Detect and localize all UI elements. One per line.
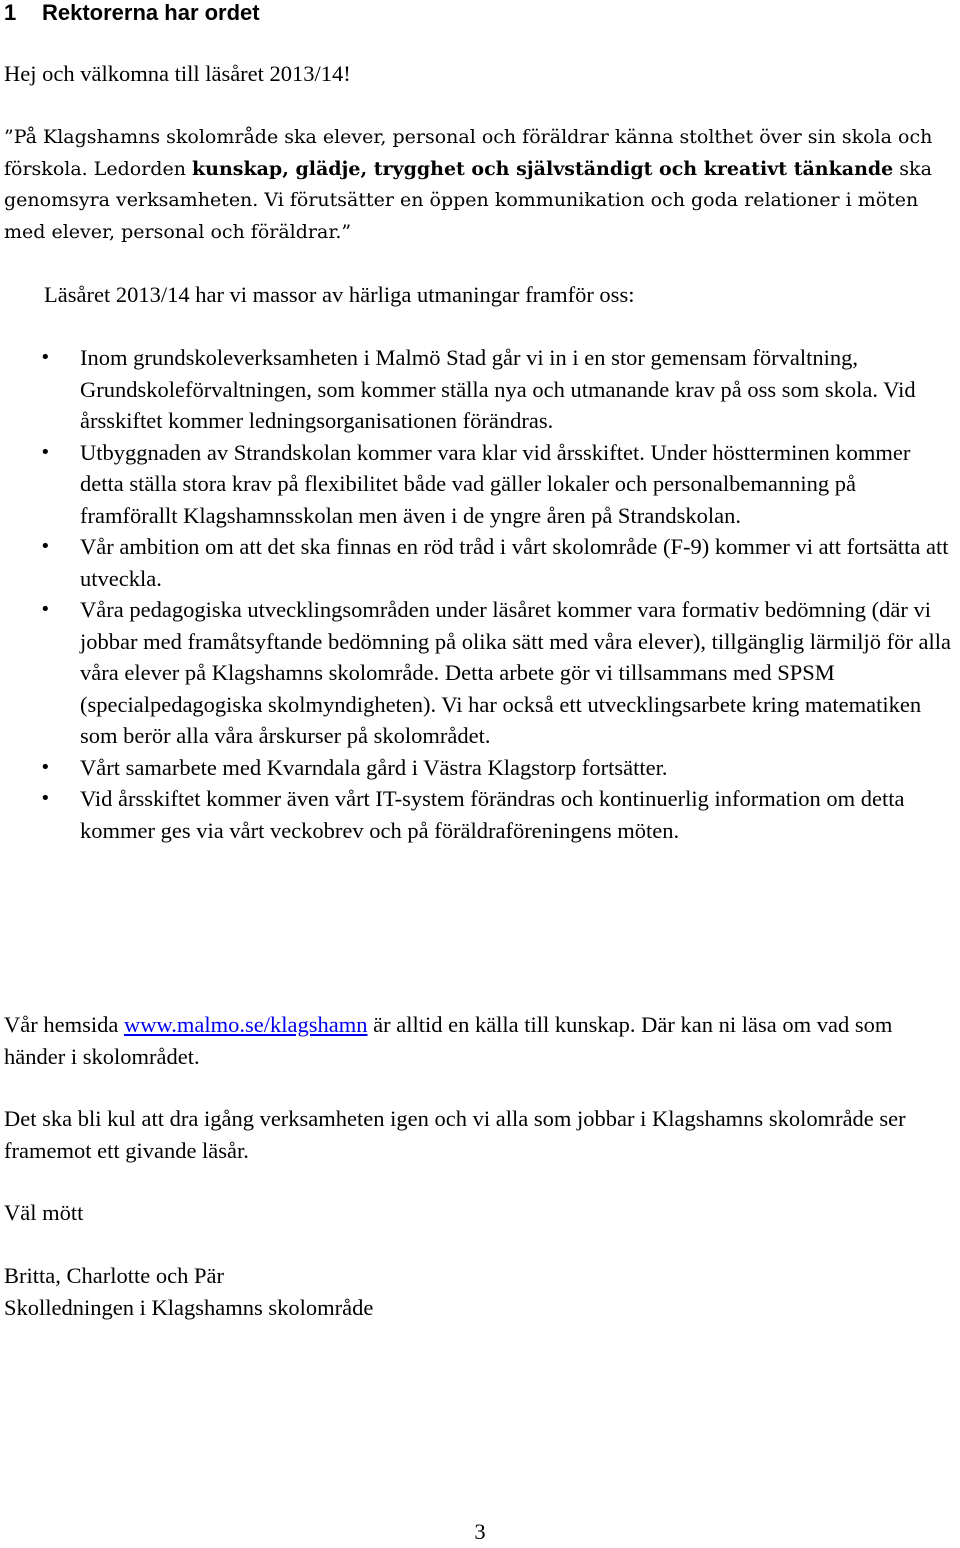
vision-quote xyxy=(4,122,954,248)
closing-paragraph: Det ska bli kul att dra igång verksamheten igen och vi alla som jobbar i Klagshamns skolområde ser framemot ett givande läsår. xyxy=(4,1106,906,1163)
list-item: • Vid årsskiftet kommer även vårt IT-system förändras och kontinuerlig information om detta kommer ges via vårt veckobrev och på föräldraföreningens möten. xyxy=(0,783,956,846)
signature-organization: Skolledningen i Klagshamns skolområde xyxy=(4,1295,374,1320)
website-text-end: är alltid en källa till kunskap. Där kan ni läsa om vad som händer i skolområdet. xyxy=(4,1012,893,1069)
list-item: • Inom grundskoleverksamheten i Malmö Stad går vi in i en stor gemensam förvaltning, Grundskoleförvaltningen, som kommer ställa nya och utmanande krav på oss som skola. Vid årsskiftet kommer ledningsorganisationen förändras. xyxy=(0,342,956,437)
website-link[interactable]: www.malmo.se/klagshamn xyxy=(123,1012,368,1037)
website-paragraph xyxy=(4,1009,954,1072)
list-item: • Vår ambition om att det ska finnas en röd tråd i vårt skolområde (F-9) kommer vi att fortsätta att utveckla. xyxy=(0,531,956,594)
challenge-list xyxy=(0,342,956,846)
section-heading xyxy=(4,0,260,28)
section-title: Rektorerna har ordet xyxy=(42,0,260,25)
section-number: 1 xyxy=(4,0,17,25)
intro-paragraph: Läsåret 2013/14 har vi massor av härliga utmaningar framför oss: xyxy=(44,282,635,307)
farewell: Väl mött xyxy=(4,1200,84,1225)
greeting: Hej och välkomna till läsåret 2013/14! xyxy=(4,61,351,86)
quote-text-end: ska genomsyra verksamheten. Vi förutsätter en öppen kommunikation och goda relationer i möten med elever, personal och föräldrar.” xyxy=(4,157,932,243)
website-text-start: Vår hemsida xyxy=(4,1012,124,1037)
signature-names: Britta, Charlotte och Pär xyxy=(4,1263,224,1288)
list-item: • Våra pedagogiska utvecklingsområden under läsåret kommer vara formativ bedömning (där vi jobbar med framåtsyftande bedömning på olika sätt med våra elever), tillgänglig lärmiljö för alla våra elever på Klagshamns skolområde. Detta arbete gör vi tillsammans med SPSM (specialpedagogiska skolmyndigheten). Vi har också ett utvecklingsarbete kring matematiken som berör alla våra årskurser på skolområdet. xyxy=(0,594,956,752)
list-item: • Vårt samarbete med Kvarndala gård i Västra Klagstorp fortsätter. xyxy=(0,752,956,784)
quote-keywords: kunskap, glädje, trygghet och självständigt och kreativt tänkande xyxy=(191,157,894,180)
page-number: 3 xyxy=(474,1519,486,1544)
quote-text-start: ”På Klagshamns skolområde ska elever, personal och föräldrar känna stolthet över sin skola och förskola. Ledorden xyxy=(4,126,933,180)
list-item: • Utbyggnaden av Strandskolan kommer vara klar vid årsskiftet. Under höstterminen kommer detta ställa stora krav på flexibilitet både vad gäller lokaler och personalbemanning på framförallt Klagshamnsskolan men även i de yngre åren på Strandskolan. xyxy=(0,437,956,532)
